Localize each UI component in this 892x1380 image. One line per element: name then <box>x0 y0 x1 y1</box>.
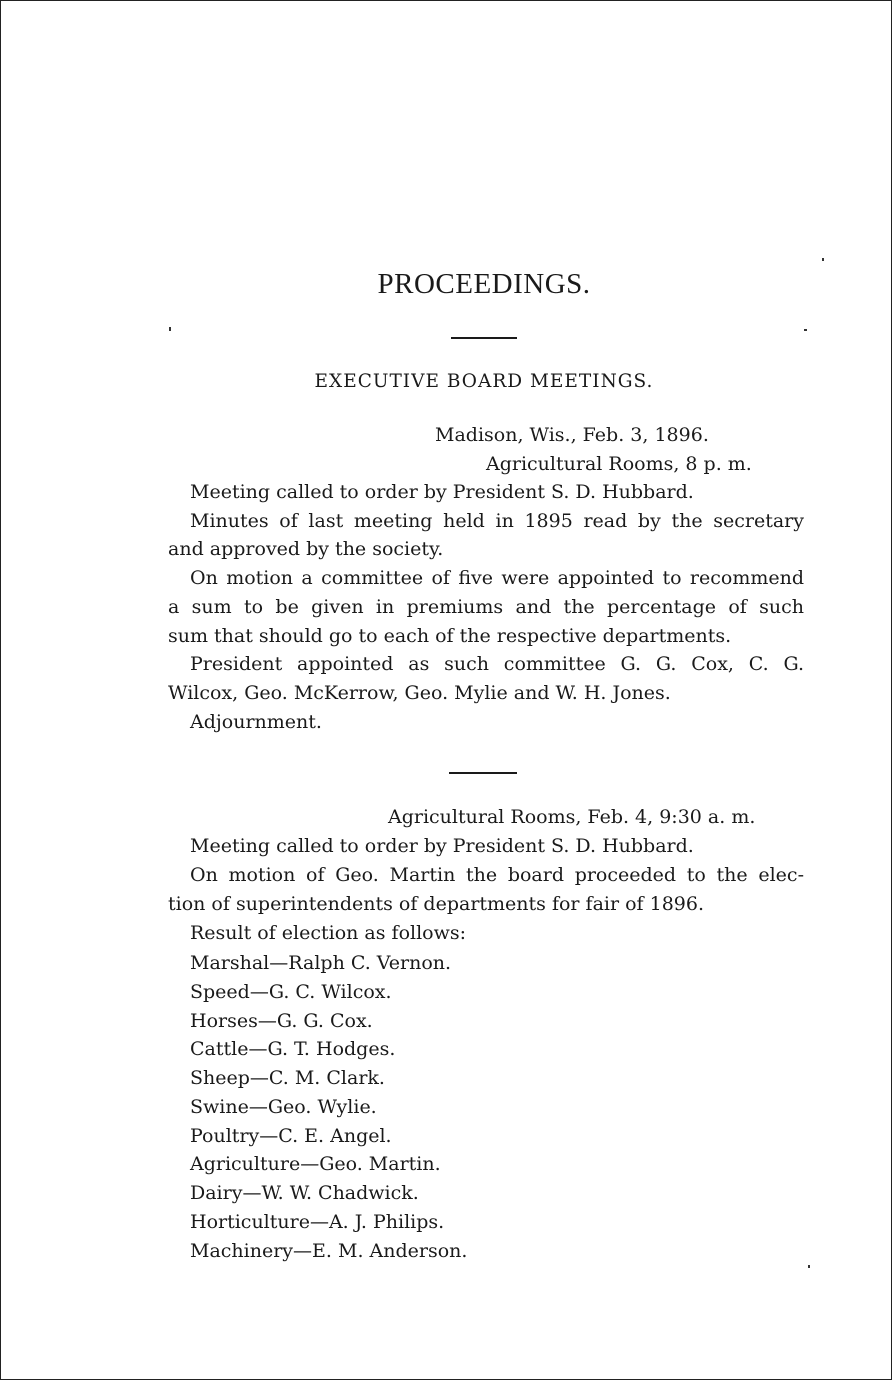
meeting1-line: Meeting called to order by President S. D. Hubbard. <box>190 481 694 503</box>
election-result: Marshal—Ralph C. Vernon. <box>190 952 452 974</box>
section-divider <box>449 772 517 774</box>
election-result: Machinery—E. M. Anderson. <box>190 1240 468 1262</box>
meeting1-place-time: Agricultural Rooms, 8 p. m. <box>486 453 752 475</box>
meeting1-line: On motion a committee of five were appointed to recommend <box>190 567 804 589</box>
meeting2-line: Meeting called to order by President S. D. Hubbard. <box>190 835 694 857</box>
election-result: Horticulture—A. J. Philips. <box>190 1211 445 1233</box>
meeting2-place-time: Agricultural Rooms, Feb. 4, 9:30 a. m. <box>388 806 756 828</box>
scan-speck <box>804 329 807 331</box>
election-result: Cattle—G. T. Hodges. <box>190 1038 396 1060</box>
meeting1-line: a sum to be given in premiums and the percentage of such <box>168 596 804 618</box>
election-result: Agriculture—Geo. Martin. <box>190 1153 441 1175</box>
election-result: Dairy—W. W. Chadwick. <box>190 1182 419 1204</box>
scan-speck <box>808 1265 810 1268</box>
election-result: Horses—G. G. Cox. <box>190 1010 373 1032</box>
meeting2-line: On motion of Geo. Martin the board proceeded to the elec- <box>190 864 804 886</box>
election-result: Swine—Geo. Wylie. <box>190 1096 377 1118</box>
page-title: PROCEEDINGS. <box>377 268 591 300</box>
meeting1-line: Minutes of last meeting held in 1895 read by the secretary <box>190 510 804 532</box>
meeting2-line: tion of superintendents of departments for fair of 1896. <box>168 893 705 915</box>
title-divider <box>451 337 517 339</box>
scan-speck <box>822 258 824 261</box>
meeting1-line: President appointed as such committee G. G. Cox, C. G. <box>190 653 804 675</box>
election-result: Sheep—C. M. Clark. <box>190 1067 385 1089</box>
meeting1-line: sum that should go to each of the respective departments. <box>168 625 732 647</box>
scan-speck <box>169 327 171 331</box>
election-result: Poultry—C. E. Angel. <box>190 1125 392 1147</box>
meeting1-line: and approved by the society. <box>168 538 444 560</box>
meeting1-place-date: Madison, Wis., Feb. 3, 1896. <box>435 424 709 446</box>
meeting1-line: Adjournment. <box>190 711 322 733</box>
election-result: Speed—G. C. Wilcox. <box>190 981 392 1003</box>
meeting1-line: Wilcox, Geo. McKerrow, Geo. Mylie and W. H. Jones. <box>168 682 671 704</box>
meeting2-line: Result of election as follows: <box>190 922 467 944</box>
section-heading: EXECUTIVE BOARD MEETINGS. <box>314 371 654 392</box>
